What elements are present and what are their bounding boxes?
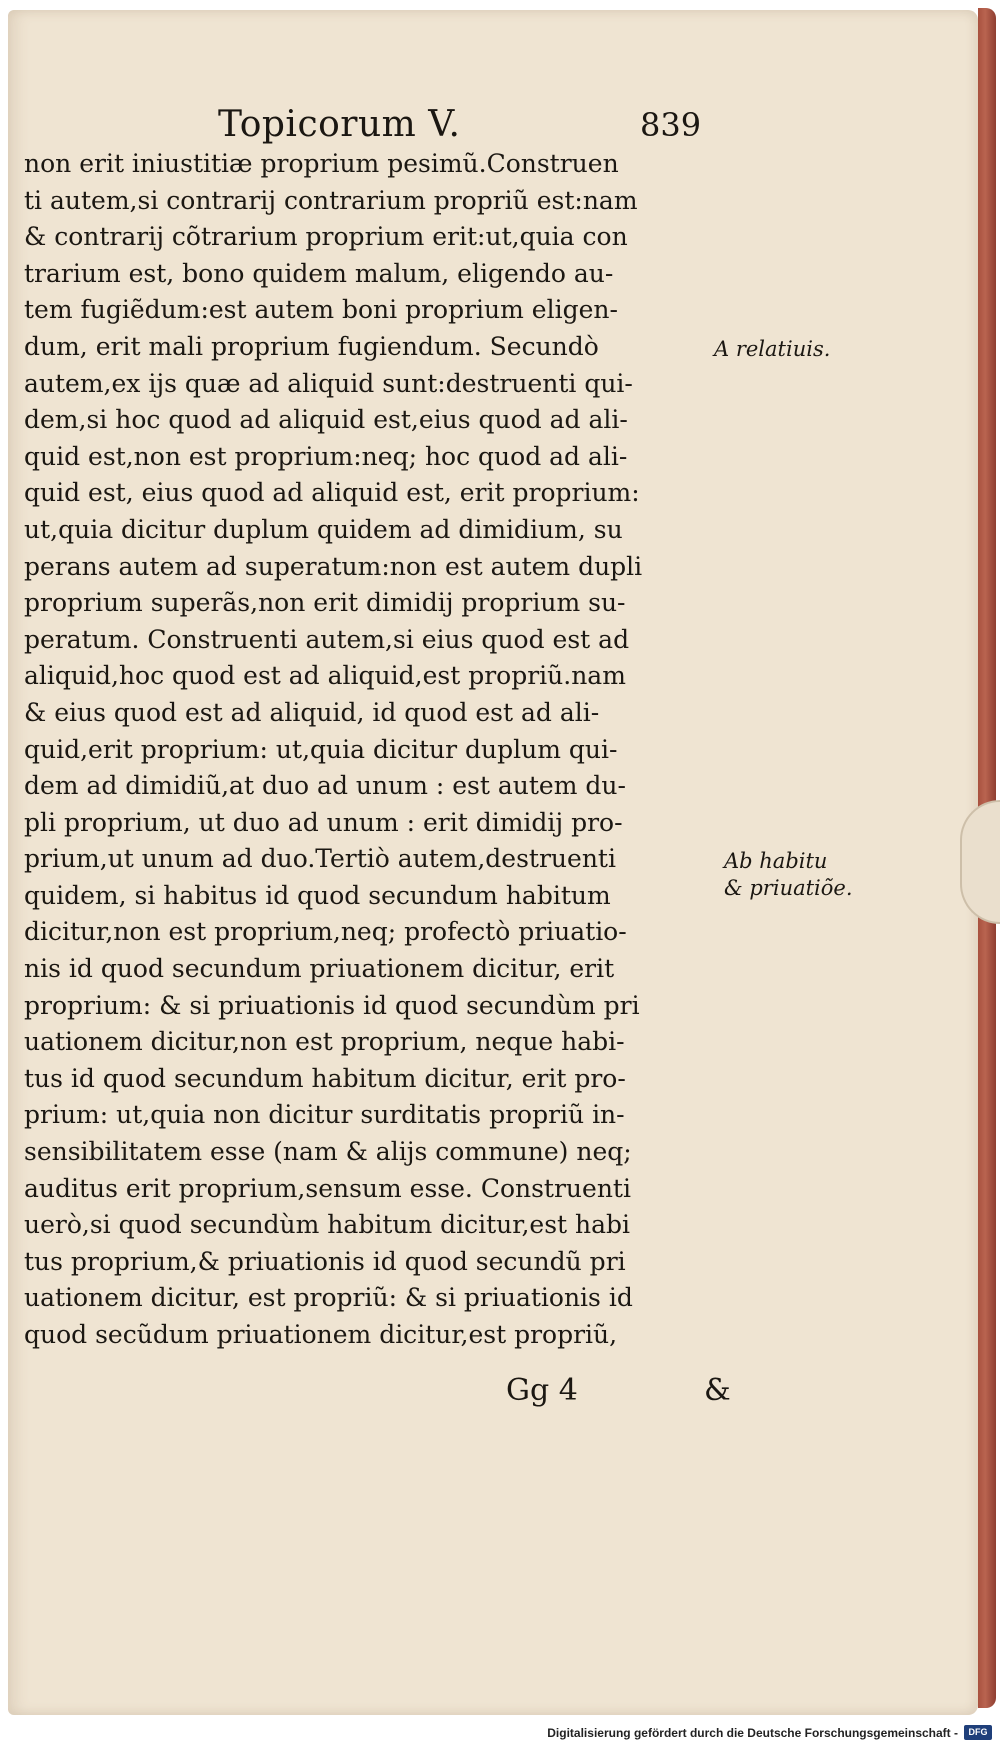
page-tab <box>960 800 1000 924</box>
text-line: tus proprium,& priuationis id quod secundũ pri <box>24 1246 626 1276</box>
text-line: peratum. Construenti autem,si eius quod est ad <box>24 624 630 654</box>
text-line: prium: ut,quia non dicitur surditatis propriũ in- <box>24 1100 625 1130</box>
margin-note-habitu <box>724 848 853 902</box>
text-line: dem ad dimidiũ,at duo ad unum : est autem du- <box>24 771 626 801</box>
text-line: quid est,non est proprium:neq; hoc quod ad ali- <box>24 441 628 471</box>
text-line: tem fugiẽdum:est autem boni proprium eligen- <box>24 295 618 325</box>
dfg-logo: DFG <box>964 1725 992 1740</box>
text-line: quid,erit proprium: ut,quia dicitur duplum qui- <box>24 734 618 764</box>
text-line: & contrarij cõtrarium proprium erit:ut,quia con <box>24 222 628 252</box>
text-line: quod secũdum priuationem dicitur,est propriũ, <box>24 1320 618 1349</box>
running-head: Topicorum V. <box>218 104 461 145</box>
text-line: perans autem ad superatum:non est autem dupli <box>24 551 643 581</box>
signature-line <box>0 1373 1000 1413</box>
text-line: nis id quod secundum priuationem dicitur, erit <box>24 954 615 984</box>
text-line: trarium est, bono quidem malum, eligendo au- <box>24 258 614 288</box>
text-line: sensibilitatem esse (nam & alijs commune) neq; <box>24 1137 632 1167</box>
margin-note-relatiuis-text: A relatiuis. <box>714 337 831 361</box>
text-line: ti autem,si contrarij contrarium propriũ est:nam <box>24 185 638 215</box>
margin-note-habitu-line-2: & priuatiõe. <box>724 876 853 900</box>
text-line: quid est, eius quod ad aliquid est, erit proprium: <box>24 478 640 508</box>
catchword: & <box>704 1373 731 1408</box>
text-line: prium,ut unum ad duo.Tertiò autem,destruenti <box>24 844 616 874</box>
text-line: proprium: & si priuationis id quod secundùm pri <box>24 990 640 1020</box>
text-line: pli proprium, ut duo ad unum : erit dimidij pro- <box>24 807 623 837</box>
text-line: tus id quod secundum habitum dicitur, erit pro- <box>24 1063 626 1093</box>
text-line: dem,si hoc quod ad aliquid est,eius quod ad ali- <box>24 405 628 435</box>
footer-credit: Digitalisierung gefördert durch die Deutsche Forschungsgemeinschaft - <box>547 1726 958 1740</box>
text-line: proprium superãs,non erit dimidij proprium su- <box>24 588 626 618</box>
text-line: uerò,si quod secundùm habitum dicitur,est habi <box>24 1210 631 1240</box>
body-text <box>24 146 724 1354</box>
text-line: dum, erit mali proprium fugiendum. Secundò <box>24 331 599 361</box>
text-line: non erit iniustitiæ proprium pesimũ.Construen <box>24 149 619 178</box>
text-line: autem,ex ijs quæ ad aliquid sunt:destruenti qui- <box>24 368 633 398</box>
text-line: uationem dicitur, est propriũ: & si priuationis id <box>24 1283 633 1313</box>
text-line: uationem dicitur,non est proprium, neque habi- <box>24 1027 625 1057</box>
text-line: dicitur,non est proprium,neq; profectò priuatio- <box>24 917 627 947</box>
margin-note-habitu-line-1: Ab habitu <box>724 849 828 873</box>
text-line: & eius quod est ad aliquid, id quod est ad ali- <box>24 697 600 727</box>
page-number: 839 <box>640 106 702 144</box>
page-header <box>0 104 1000 152</box>
text-line: auditus erit proprium,sensum esse. Construenti <box>24 1173 631 1203</box>
text-line: aliquid,hoc quod est ad aliquid,est propriũ.nam <box>24 661 626 691</box>
digitization-footer <box>0 1722 1000 1747</box>
text-line: quidem, si habitus id quod secundum habitum <box>24 880 611 910</box>
text-line: ut,quia dicitur duplum quidem ad dimidium, su <box>24 514 623 544</box>
signature-mark: Gg 4 <box>506 1373 578 1408</box>
margin-note-relatiuis <box>714 336 830 363</box>
